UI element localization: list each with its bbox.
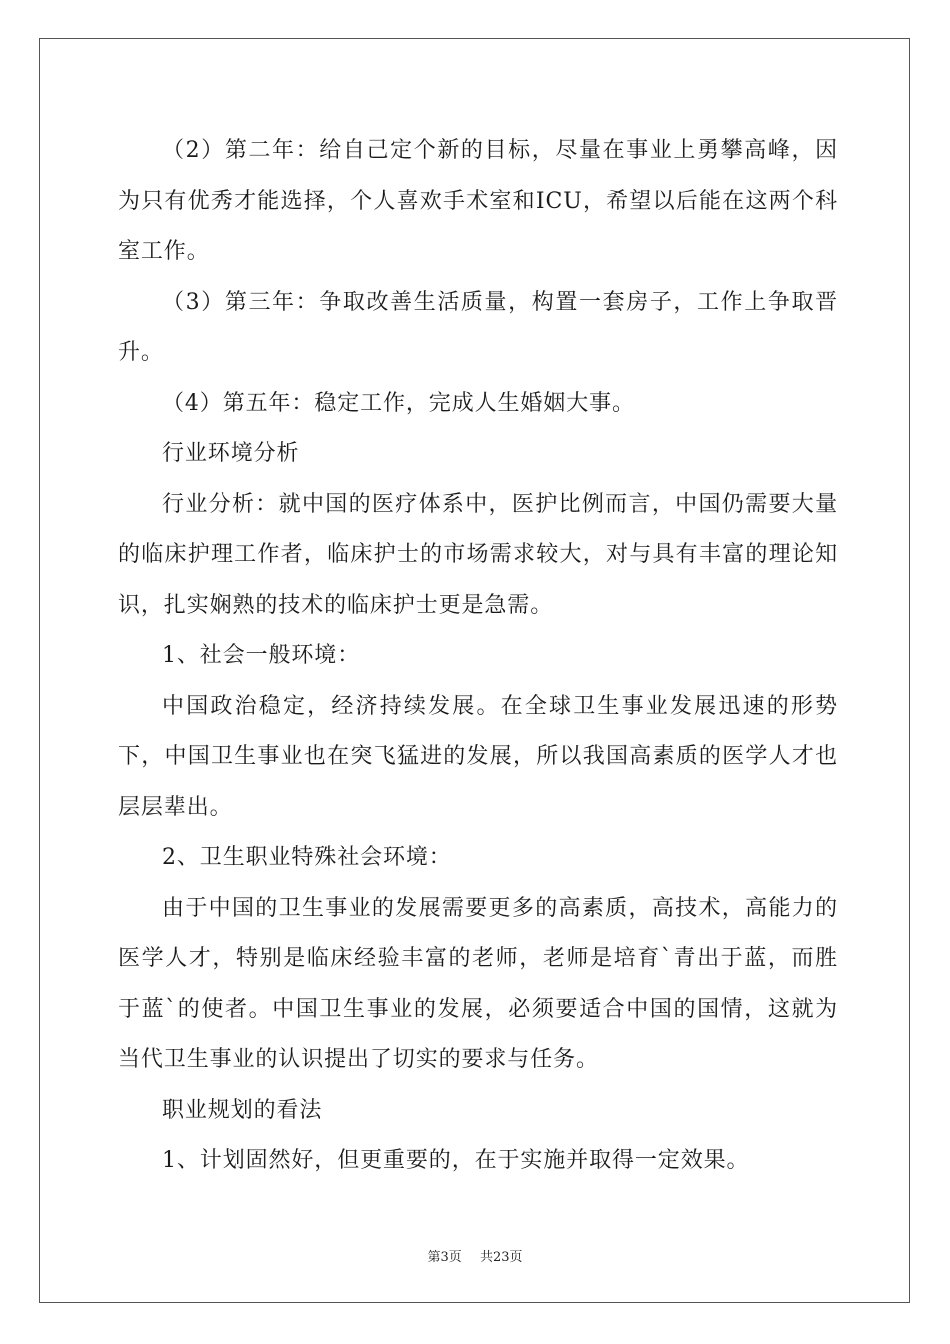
subheading-social-environment: 1、社会一般环境：	[162, 643, 361, 668]
paragraph-social-environment: 中国政治稳定，经济持续发展。在全球卫生事业发展迅速的形势下，中国卫生事业也在突飞猛进的发展，所以我国高素质的医学人才也层层辈出。	[118, 693, 838, 820]
paragraph-health-profession-environment: 由于中国的卫生事业的发展需要更多的高素质，高技术，高能力的医学人才，特别是临床经验丰富的老师，老师是培育`青出于蓝，而胜于蓝`的使者。中国卫生事业的发展，必须要适合中国的国情，这就为当代卫生事业的认识提出了切实的要求与任务。	[118, 895, 838, 1072]
page-footer	[0, 1246, 950, 1265]
paragraph-year-two: （2）第二年：给自己定个新的目标，尽量在事业上勇攀高峰，因为只有优秀才能选择，个人喜欢手术室和ICU，希望以后能在这两个科室工作。	[118, 138, 838, 264]
paragraph-year-five: （4）第五年：稳定工作，完成人生婚姻大事。	[162, 390, 635, 416]
page-total: 共23页	[479, 1250, 523, 1265]
section-heading-industry-environment: 行业环境分析	[162, 441, 300, 466]
subheading-health-profession-environment: 2、卫生职业特殊社会环境：	[162, 845, 452, 870]
section-heading-career-planning-views: 职业规划的看法	[162, 1097, 323, 1123]
page-number: 第3页	[427, 1250, 462, 1265]
paragraph-plan-implementation: 1、计划固然好，但更重要的，在于实施并取得一定效果。	[162, 1148, 750, 1173]
paragraph-year-three: （3）第三年：争取改善生活质量，构置一套房子，工作上争取晋升。	[118, 289, 838, 365]
document-body	[118, 126, 838, 1187]
paragraph-industry-analysis: 行业分析：就中国的医疗体系中，医护比例而言，中国仍需要大量的临床护理工作者，临床护士的市场需求较大，对与具有丰富的理论知识，扎实娴熟的技术的临床护士更是急需。	[118, 491, 838, 618]
